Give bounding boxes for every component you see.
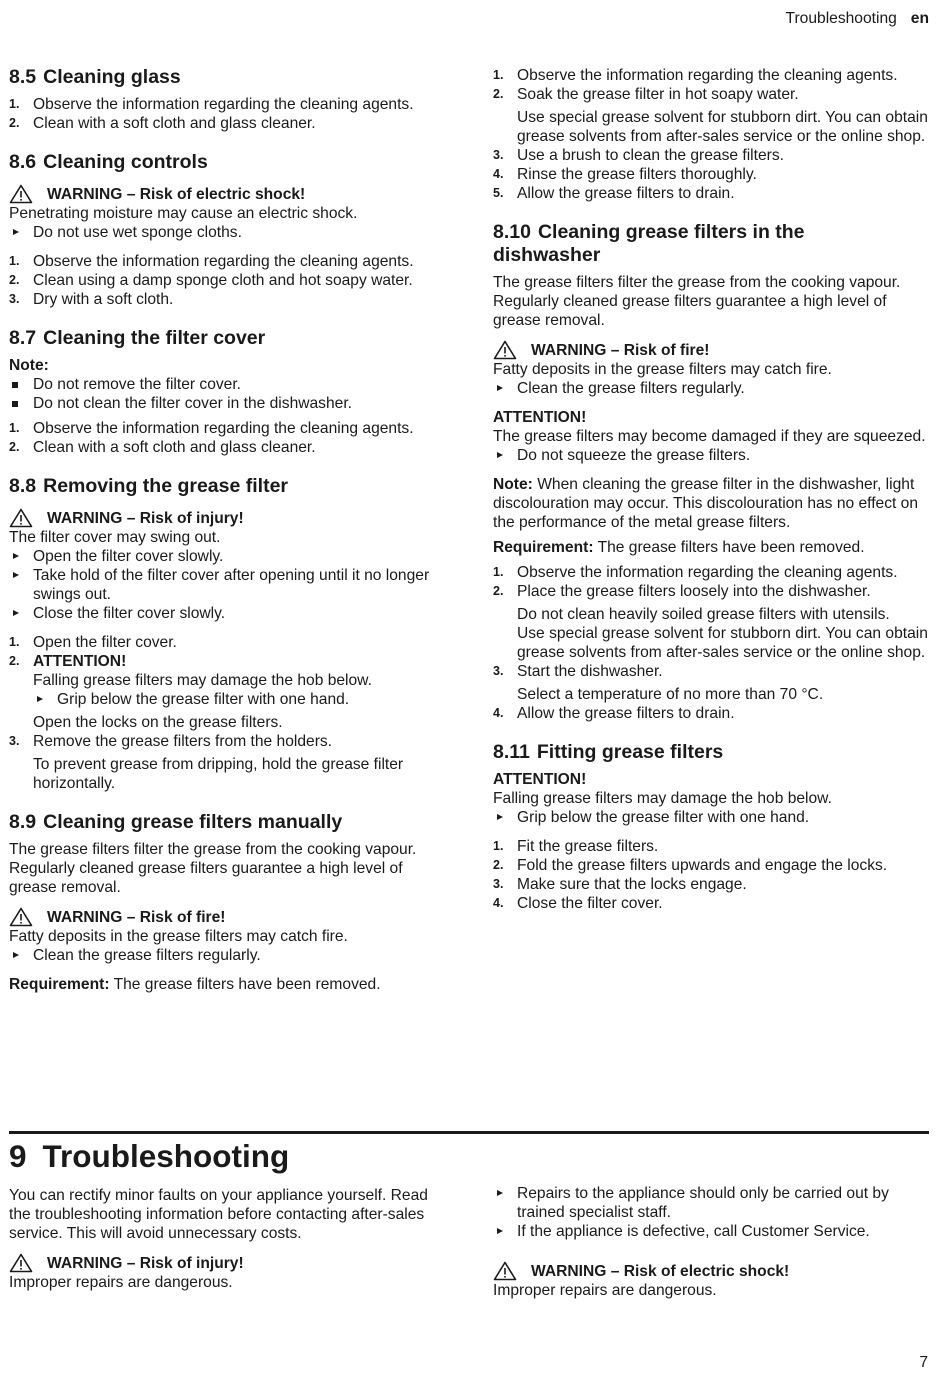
section-intro: The grease filters filter the grease from the cooking vapour. Regularly cleaned grease filters guarantee a high level of grease removal. [9, 841, 417, 896]
attention-block [493, 408, 929, 465]
warning-title: WARNING – Risk of fire! [47, 908, 226, 926]
warning-triangle-icon [9, 184, 33, 204]
chapter-9-right [493, 1184, 929, 1300]
section-8-10 [493, 221, 929, 723]
warning-action: Clean the grease filters regularly. [493, 379, 929, 398]
right-column [493, 66, 929, 931]
warning-title: WARNING – Risk of fire! [531, 341, 710, 359]
warning-action: Clean the grease filters regularly. [9, 946, 445, 965]
step: 3. Make sure that the locks engage. [493, 876, 747, 893]
step: 2. Clean with a soft cloth and glass cleaner. [9, 439, 316, 456]
step: 4. Allow the grease filters to drain. [493, 705, 735, 722]
warning-triangle-icon [493, 340, 517, 360]
header-section: Troubleshooting [785, 10, 897, 27]
warning-title: WARNING – Risk of electric shock! [47, 185, 306, 203]
header-language: en [910, 10, 929, 27]
step-list [493, 837, 929, 913]
warning-action: If the appliance is defective, call Customer Service. [493, 1222, 929, 1241]
section-8-7 [9, 327, 445, 457]
warning-text: Fatty deposits in the grease filters may catch fire. [493, 361, 832, 378]
step: 1. Observe the information regarding the cleaning agents. [9, 253, 414, 270]
warning-text: Improper repairs are dangerous. [9, 1274, 233, 1291]
attention-action: Do not squeeze the grease filters. [493, 446, 929, 465]
step-note: Do not clean heavily soiled grease filters with utensils. [517, 606, 890, 623]
warning-text: Improper repairs are dangerous. [493, 1282, 717, 1299]
section-8-8 [9, 475, 445, 793]
chapter-9-left [9, 1186, 445, 1292]
section-heading: 8.10 Cleaning grease filters in the dishwasher [493, 221, 805, 266]
step: 1. Observe the information regarding the cleaning agents. [493, 67, 898, 84]
warning-block [9, 184, 445, 242]
section-8-5 [9, 66, 445, 133]
step-list [9, 252, 445, 309]
warning-block [493, 1261, 929, 1300]
warning-triangle-icon [9, 508, 33, 528]
step: 4. Close the filter cover. [493, 895, 663, 912]
step: 2. Fold the grease filters upwards and engage the locks. [493, 857, 888, 874]
step-list [9, 419, 445, 457]
step: 3. Use a brush to clean the grease filters. [493, 147, 784, 164]
step: 1. Open the filter cover. [9, 634, 177, 651]
attention-label: ATTENTION! [493, 771, 587, 788]
step: 3. Start the dishwasher. Select a temperature of no more than 70 °C. [493, 662, 929, 704]
section-heading: 8.6 Cleaning controls [9, 151, 208, 173]
attention-text: Falling grease filters may damage the hob below. [33, 672, 372, 689]
step-list [9, 633, 445, 793]
step: 2. Soak the grease filter in hot soapy water. Use special grease solvent for stubborn dirt. You can obtain grease solvents from after-sales service or the online shop. [493, 86, 928, 145]
section-heading: 8.7 Cleaning the filter cover [9, 327, 266, 349]
page-header [786, 9, 929, 28]
step-list [493, 66, 929, 203]
warning-action: Close the filter cover slowly. [9, 604, 445, 623]
attention-label: ATTENTION! [493, 409, 587, 426]
step: 2. ATTENTION! Falling grease filters may damage the hob below. Grip below the grease filter with one hand. Open the locks on the grease filters. [9, 652, 445, 732]
note-label: Note: [9, 357, 49, 374]
section-8-9-steps [493, 66, 929, 203]
step: 5. Allow the grease filters to drain. [493, 185, 735, 202]
section-heading: 8.11 Fitting grease filters [493, 741, 724, 763]
attention-action: Grip below the grease filter with one hand. [33, 690, 445, 709]
step: 3. Dry with a soft cloth. [9, 291, 174, 308]
step: 3. Remove the grease filters from the holders. To prevent grease from dripping, hold the grease filter horizontally. [9, 732, 445, 793]
chapter-intro: You can rectify minor faults on your appliance yourself. Read the troubleshooting information before contacting after-sales service. This will avoid unnecessary costs. [9, 1187, 428, 1242]
step: 1. Observe the information regarding the cleaning agents. [493, 564, 898, 581]
warning-triangle-icon [493, 1261, 517, 1281]
step-list [493, 563, 929, 723]
warning-text: The filter cover may swing out. [9, 529, 221, 546]
step: 2. Place the grease filters loosely into the dishwasher. Do not clean heavily soiled grease filters with utensils. Use special grease solvent for stubborn dirt. You can obtain grease solvents from after-sales service or the online shop. [493, 583, 928, 661]
warning-action: Do not use wet sponge cloths. [9, 223, 445, 242]
warning-block [9, 907, 445, 965]
warning-triangle-icon [9, 907, 33, 927]
section-heading: 8.8 Removing the grease filter [9, 475, 289, 497]
warning-action: Repairs to the appliance should only be carried out by trained specialist staff. [493, 1184, 929, 1222]
step: 2. Clean using a damp sponge cloth and hot soapy water. [9, 272, 413, 289]
step-note: Use special grease solvent for stubborn dirt. You can obtain grease solvents from after-sales service or the online shop. [517, 625, 928, 661]
attention-text: Falling grease filters may damage the hob below. [493, 790, 832, 807]
warning-block [493, 340, 929, 398]
warning-text: Fatty deposits in the grease filters may catch fire. [9, 928, 348, 945]
section-heading: 8.9 Cleaning grease filters manually [9, 811, 343, 833]
step: 4. Rinse the grease filters thoroughly. [493, 166, 757, 183]
warning-title: WARNING – Risk of electric shock! [531, 1262, 790, 1280]
chapter-heading: 9 Troubleshooting [9, 1138, 290, 1174]
note: Note: When cleaning the grease filter in the dishwasher, light discolouration may occur. This discolouration has no effect on the performance of the metal grease filters. [493, 476, 919, 531]
step-list [9, 95, 445, 133]
section-intro: The grease filters filter the grease from the cooking vapour. Regularly cleaned grease filters guarantee a high level of grease removal. [493, 274, 901, 329]
page-number: 7 [919, 1354, 928, 1371]
warning-actions [493, 1184, 929, 1241]
note-item: Do not clean the filter cover in the dishwasher. [9, 394, 445, 413]
step: 2. Clean with a soft cloth and glass cleaner. [9, 115, 316, 132]
warning-title: WARNING – Risk of injury! [47, 1254, 244, 1272]
step-note: Use special grease solvent for stubborn dirt. You can obtain grease solvents from after-sales service or the online shop. [517, 109, 928, 145]
attention-action: Grip below the grease filter with one hand. [493, 808, 929, 827]
section-8-11 [493, 741, 929, 913]
warning-block [9, 508, 445, 623]
attention-block [493, 770, 929, 827]
requirement: Requirement: The grease filters have been removed. [9, 976, 381, 993]
warning-text: Penetrating moisture may cause an electric shock. [9, 205, 358, 222]
left-column [9, 66, 445, 1012]
step-note: Select a temperature of no more than 70 °C. [517, 686, 824, 703]
warning-action: Take hold of the filter cover after opening until it no longer swings out. [9, 566, 445, 604]
warning-action: Open the filter cover slowly. [9, 547, 445, 566]
section-8-6 [9, 151, 445, 309]
warning-title: WARNING – Risk of injury! [47, 509, 244, 527]
step-note: To prevent grease from dripping, hold the grease filter horizontally. [33, 756, 404, 792]
note-list [9, 375, 445, 413]
note-item: Do not remove the filter cover. [9, 375, 445, 394]
step: 1. Fit the grease filters. [493, 838, 659, 855]
section-8-9 [9, 811, 445, 994]
section-heading: 8.5 Cleaning glass [9, 66, 181, 88]
requirement: Requirement: The grease filters have been removed. [493, 539, 865, 556]
attention-text: The grease filters may become damaged if they are squeezed. [493, 428, 926, 445]
step: 1. Observe the information regarding the cleaning agents. [9, 96, 414, 113]
step-note: Open the locks on the grease filters. [33, 714, 283, 731]
step: 1. Observe the information regarding the cleaning agents. [9, 420, 414, 437]
warning-block [9, 1253, 445, 1292]
attention-label: ATTENTION! [33, 653, 127, 670]
warning-triangle-icon [9, 1253, 33, 1273]
